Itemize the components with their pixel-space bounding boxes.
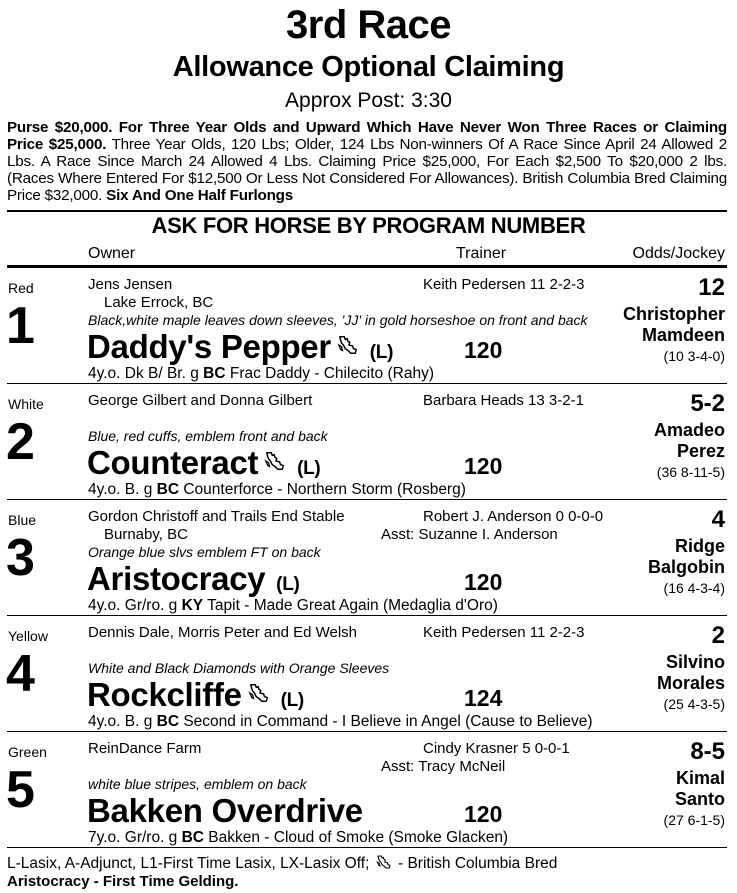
jockey-first-name: Silvino [665,652,725,672]
horse-name: Bakken Overdrive [87,792,363,829]
silks-description: Black,white maple leaves down sleeves, 'JJ' in gold horseshoe on front and back [88,312,588,328]
program-number: 2 [6,413,35,471]
entry-row [0,500,737,616]
breeding-age-sex: 4y.o. B. g [88,481,157,498]
breeding-pedigree: Counterforce - Northern Storm (Rosberg) [179,481,466,498]
horse-name-line [87,792,363,830]
jockey-record: (25 4-3-5) [663,696,725,712]
entry-divider [7,847,727,848]
saddle-cloth-color: Yellow [8,628,48,644]
footer-legend-pre: L-Lasix, A-Adjunct, L1-First Time Lasix, LX-Lasix Off; [7,855,374,872]
horse-name: Counteract [87,444,259,481]
weight: 120 [464,453,503,479]
breeding [88,597,498,615]
footer-legend [7,854,557,873]
owner-name: Jens Jensen [88,276,173,293]
breeding-place: BC [156,481,180,498]
ask-banner: ASK FOR HORSE BY PROGRAM NUMBER [151,213,586,238]
jockey-record: (10 3-4-0) [663,348,725,364]
breeding-pedigree: Second in Command - I Believe in Angel (Cause to Believe) [179,713,593,730]
silks-description: white blue stripes, emblem on back [88,776,307,792]
breeding [88,365,434,383]
assistant-trainer: Asst: Tracy McNeil [381,758,506,775]
weight: 120 [464,801,503,827]
jockey-record: (16 4-3-4) [663,580,725,596]
weight: 120 [464,569,503,595]
jockey-record: (27 6-1-5) [663,812,725,828]
medication-badge: (L) [280,690,304,711]
breeding-age-sex: 4y.o. B. g [88,713,157,730]
saddle-cloth-color: Red [8,280,34,296]
column-odds-jockey: Odds/Jockey [632,245,725,262]
race-conditions [7,119,727,204]
column-owner: Owner [88,245,136,262]
morning-line-odds: 4 [711,506,725,533]
breeding-place: BC [181,829,204,846]
trainer: Keith Pedersen 11 2-2-3 [423,624,585,641]
program-number: 1 [6,297,35,355]
footer-legend-post: - British Columbia Bred [393,855,558,872]
horse-name: Aristocracy [87,560,266,597]
morning-line-odds: 2 [711,622,725,649]
breeding-place: BC [203,365,226,382]
owner-city: Burnaby, BC [104,526,188,543]
entry-row [0,732,737,848]
conditions-purse: Purse $20,000. For Three Year Olds and Upward Which Have Never Won Three Races or Claiming Price $25,000. [7,119,727,153]
weight: 124 [464,685,503,711]
breeding-pedigree: Frac Daddy - Chilecito (Rahy) [225,365,434,382]
breeding [88,713,593,731]
breeding-age-sex: 4y.o. Dk B/ Br. g [88,365,204,382]
jockey-first-name: Amadeo [653,420,725,440]
program-number: 3 [6,529,35,587]
trainer: Keith Pedersen 11 2-2-3 [423,276,585,293]
horse-name: Daddy's Pepper [87,328,331,365]
breeding-pedigree: Bakken - Cloud of Smoke (Smoke Glacken) [204,829,509,846]
jockey-name [623,304,725,346]
jockey-name [657,652,725,694]
jockey-last-name: Balgobin [648,557,725,577]
morning-line-odds: 12 [698,274,725,301]
medication-badge: (L) [276,574,300,595]
british-columbia-map-icon [264,450,286,472]
jockey-last-name: Santo [674,789,725,809]
conditions-body: Three Year Olds, 120 Lbs; Older, 124 Lbs Non-winners Of A Race Since April 24 Allowed 2 Lbs. A Race Since March 24 Allowed 4 Lbs. Claiming Price $25,000, For Each $2,500 To $20,000 2 lbs. (Races Where Entered For $12,500 Or Less Not Considered For Allowances). British Columbia Bred Claiming Price $32,000. [7,136,727,204]
breeding [88,829,508,847]
program-number: 4 [6,645,35,703]
trainer: Barbara Heads 13 3-2-1 [423,392,584,409]
jockey-first-name: Kimal [675,768,725,788]
breeding-age-sex: 4y.o. Gr/ro. g [88,597,182,614]
silks-description: Orange blue slvs emblem FT on back [88,544,321,560]
jockey-name [654,420,725,462]
owner-name: Dennis Dale, Morris Peter and Ed Welsh [88,624,358,641]
program-number: 5 [6,761,35,819]
morning-line-odds: 8-5 [690,738,725,765]
breeding-age-sex: 7y.o. Gr/ro. g [88,829,182,846]
breeding-pedigree: Tapit - Made Great Again (Medaglia d'Oro) [203,597,498,614]
jockey-last-name: Mamdeen [641,325,725,345]
owner-city: Lake Errock, BC [104,294,214,311]
british-columbia-map-icon [248,682,270,704]
breeding-place: KY [181,597,204,614]
jockey-record: (36 8-11-5) [656,464,725,480]
horse-name: Rockcliffe [87,676,242,713]
breeding [88,481,466,499]
jockey-last-name: Perez [676,441,725,461]
weight: 120 [464,337,503,363]
breeding-place: BC [156,713,180,730]
jockey-name [648,536,725,578]
saddle-cloth-color: Blue [8,512,37,528]
medication-badge: (L) [297,458,321,479]
medication-badge: (L) [369,342,394,363]
british-columbia-map-icon [376,854,392,870]
post-time: Approx Post: 3:30 [285,89,452,112]
entry-row [0,268,737,384]
jockey-first-name: Ridge [674,536,725,556]
saddle-cloth-color: Green [8,744,47,760]
saddle-cloth-color: White [8,396,44,412]
morning-line-odds: 5-2 [690,390,725,417]
assistant-trainer: Asst: Suzanne I. Anderson [381,526,558,543]
silks-description: White and Black Diamonds with Orange Sleeves [88,660,390,676]
column-trainer: Trainer [456,245,507,262]
jockey-first-name: Christopher [622,304,725,324]
jockey-last-name: Morales [656,673,725,693]
conditions-distance: Six And One Half Furlongs [106,187,293,204]
owner-name: ReinDance Farm [88,740,202,757]
british-columbia-map-icon [337,334,359,356]
entry-row [0,384,737,500]
silks-description: Blue, red cuffs, emblem front and back [88,428,328,444]
divider [7,210,727,212]
race-title: 3rd Race [286,3,451,47]
entry-row [0,616,737,732]
owner-name: Gordon Christoff and Trails End Stable [88,508,345,525]
footer-note: Aristocracy - First Time Gelding. [7,873,239,890]
race-type: Allowance Optional Claiming [172,51,565,83]
trainer: Cindy Krasner 5 0-0-1 [423,740,570,757]
trainer: Robert J. Anderson 0 0-0-0 [423,508,604,525]
owner-name: George Gilbert and Donna Gilbert [88,392,313,409]
jockey-name [675,768,725,810]
